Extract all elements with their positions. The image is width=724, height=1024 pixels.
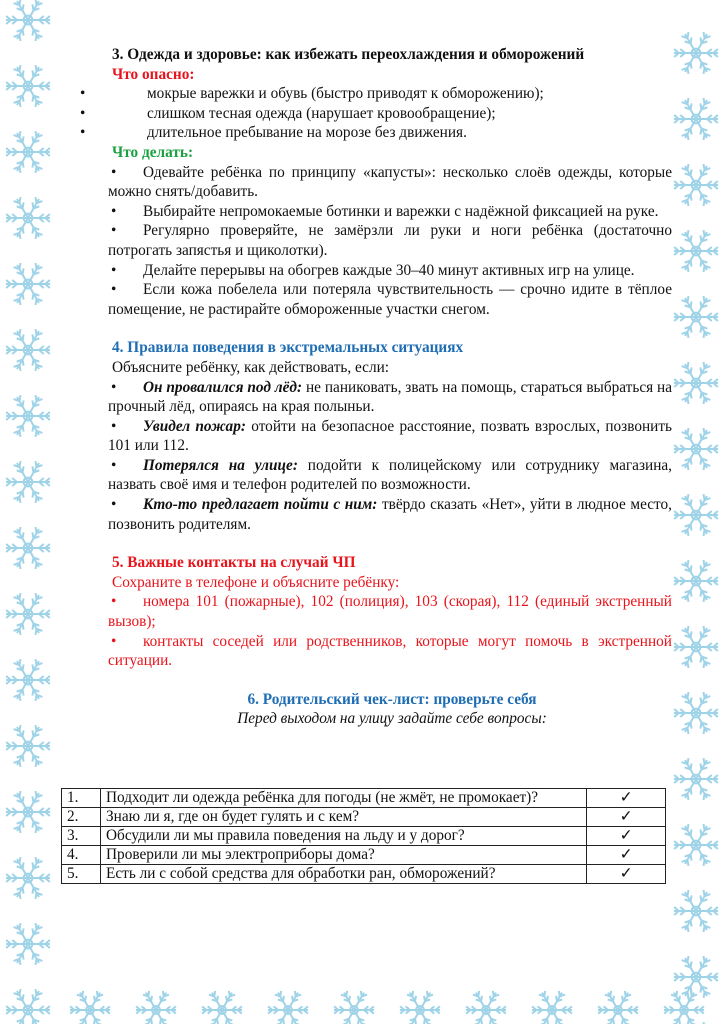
snowflake-icon xyxy=(6,923,50,965)
list-item-lead: Он провалился под лёд: xyxy=(143,378,303,396)
snowflake-icon xyxy=(674,560,718,602)
list-item-text: твёрдо сказать «Нет», уйти в людное место, позвонить родителям. xyxy=(108,496,672,533)
snowflake-icon xyxy=(6,65,50,107)
snowflake-icon xyxy=(6,329,50,371)
list-item-text: контакты соседей или родственников, которые могут помочь в экстренной ситуации. xyxy=(108,632,672,670)
snowflake-icon xyxy=(674,758,718,800)
list-item xyxy=(108,261,672,281)
list-item-text: номера 101 (пожарные), 102 (полиция), 103 (скорая), 112 (единый экстренный вызов); xyxy=(108,593,672,631)
row-question: Обсудили ли мы правила поведения на льду и у дорог? xyxy=(101,827,587,846)
row-number: 5. xyxy=(62,865,101,884)
snowflake-icon xyxy=(6,263,50,305)
list-item xyxy=(108,280,672,319)
bullet-icon: • xyxy=(111,496,117,514)
list-item xyxy=(108,592,672,631)
list-item xyxy=(80,123,672,143)
bullet-icon: • xyxy=(111,456,117,474)
bullet-icon: • xyxy=(80,124,86,142)
snowflake-icon xyxy=(268,991,308,1024)
bullet-icon: • xyxy=(80,85,86,103)
checkmark-icon: ✓ xyxy=(587,789,666,808)
snowflake-icon xyxy=(6,197,50,239)
list-item-text: отойти на безопасное расстояние, позвать взрослых, позвонить 101 или 112. xyxy=(108,417,673,455)
row-question: Проверили ли мы электроприборы дома? xyxy=(101,846,587,865)
do-label: Что делать: xyxy=(112,143,194,161)
snowflake-icon xyxy=(6,659,50,701)
snowflake-icon xyxy=(674,428,718,470)
snowflake-icon xyxy=(6,593,50,635)
list-item xyxy=(80,84,672,104)
checkmark-icon: ✓ xyxy=(587,808,666,827)
snowflake-icon xyxy=(400,991,440,1024)
snowflake-icon xyxy=(6,857,50,899)
list-item-text: Выбирайте непромокаемые ботинки и варежки с надёжной фиксацией на руке. xyxy=(143,202,659,220)
list-item xyxy=(108,163,672,202)
list-item xyxy=(80,104,672,124)
list-item-text: Если кожа побелела или потеряла чувствительность — срочно идите в тёплое помещение, не растирайте обмороженные участки снегом. xyxy=(108,281,672,318)
section-3-title: 3. Одежда и здоровье: как избежать переохлаждения и обморожений xyxy=(112,46,585,63)
snowflake-icon xyxy=(674,824,718,866)
danger-label: Что опасно: xyxy=(112,65,195,83)
snowflake-icon xyxy=(202,991,242,1024)
table-row xyxy=(62,789,666,808)
snowflake-icon xyxy=(532,991,572,1024)
document-body xyxy=(80,45,673,729)
list-item xyxy=(108,495,672,534)
snowflake-icon xyxy=(674,230,718,272)
snowflake-icon xyxy=(334,991,374,1024)
list-item-text: Регулярно проверяйте, не замёрзли ли руки и ноги ребёнка (достаточно потрогать запястья и щиколотки). xyxy=(108,222,672,259)
list-item-lead: Потерялся на улице: xyxy=(143,456,298,474)
snowflake-icon xyxy=(6,791,50,833)
snowflake-icon xyxy=(674,494,718,536)
list-item xyxy=(108,378,672,417)
list-item-text: подойти к полицейскому или сотруднику магазина, назвать своё имя и телефон родителей по возможности. xyxy=(108,456,672,494)
list-item xyxy=(108,202,672,222)
snowflake-icon xyxy=(674,164,718,206)
bullet-icon: • xyxy=(111,261,117,279)
snowflake-icon xyxy=(6,131,50,173)
list-item xyxy=(108,221,672,260)
snowflake-icon xyxy=(6,395,50,437)
snowflake-icon xyxy=(6,461,50,503)
row-number: 3. xyxy=(62,827,101,846)
list-item-lead: Увидел пожар: xyxy=(143,417,246,435)
bullet-icon: • xyxy=(111,632,117,650)
bullet-icon: • xyxy=(111,202,117,220)
snowflake-icon xyxy=(598,991,638,1024)
section-4-intro: Объясните ребёнку, как действовать, если: xyxy=(112,358,390,376)
table-row xyxy=(62,865,666,884)
snowflake-icon xyxy=(6,527,50,569)
list-item-text: Делайте перерывы на обогрев каждые 30–40 минут активных игр на улице. xyxy=(143,261,635,279)
bullet-icon: • xyxy=(111,378,117,396)
list-item-text: Одевайте ребёнка по принципу «капусты»: несколько слоёв одежды, которые можно снять/добавить. xyxy=(108,163,672,201)
snowflake-icon xyxy=(674,692,718,734)
bullet-icon: • xyxy=(111,417,117,435)
bullet-icon: • xyxy=(111,222,117,240)
snowflake-icon xyxy=(6,989,50,1024)
row-number: 2. xyxy=(62,808,101,827)
bullet-icon: • xyxy=(111,163,117,181)
row-question: Есть ли с собой средства для обработки ран, обморожений? xyxy=(101,865,587,884)
row-number: 4. xyxy=(62,846,101,865)
snowflake-icon xyxy=(6,725,50,767)
section-6-subtitle: Перед выходом на улицу задайте себе вопросы: xyxy=(237,710,547,728)
list-item-text: длительное пребывание на морозе без движения. xyxy=(147,124,467,142)
table-row xyxy=(62,827,666,846)
snowflake-icon xyxy=(136,991,176,1024)
checkmark-icon: ✓ xyxy=(587,846,666,865)
table-row xyxy=(62,846,666,865)
snowflake-icon xyxy=(674,98,718,140)
section-5-intro: Сохраните в телефоне и объясните ребёнку: xyxy=(112,573,400,591)
list-item xyxy=(108,417,672,456)
bullet-icon: • xyxy=(111,593,117,611)
snowflake-icon xyxy=(674,956,718,998)
snowflake-icon xyxy=(70,991,110,1024)
list-item-text: слишком тесная одежда (нарушает кровообращение); xyxy=(147,104,496,122)
list-item xyxy=(108,632,672,671)
snowflake-icon xyxy=(674,296,718,338)
snowflake-icon xyxy=(6,0,50,41)
row-question: Знаю ли я, где он будет гулять и с кем? xyxy=(101,808,587,827)
list-item xyxy=(108,456,672,495)
checkmark-icon: ✓ xyxy=(587,827,666,846)
checkmark-icon: ✓ xyxy=(587,865,666,884)
list-item-text: мокрые варежки и обувь (быстро приводят к обморожению); xyxy=(147,85,544,103)
checklist-table xyxy=(61,788,666,884)
section-5-title: 5. Важные контакты на случай ЧП xyxy=(112,554,356,572)
list-item-text: не паниковать, звать на помощь, стараться выбраться на прочный лёд, опираясь на края полыньи. xyxy=(108,378,672,416)
bullet-icon: • xyxy=(111,281,117,299)
snowflake-icon xyxy=(674,890,718,932)
snowflake-icon xyxy=(674,362,718,404)
table-row xyxy=(62,808,666,827)
row-question: Подходит ли одежда ребёнка для погоды (не жмёт, не промокает)? xyxy=(101,789,587,808)
section-6-title: 6. Родительский чек-лист: проверьте себя xyxy=(247,690,537,708)
section-4-title: 4. Правила поведения в экстремальных ситуациях xyxy=(112,339,464,357)
bullet-icon: • xyxy=(80,104,86,122)
row-number: 1. xyxy=(62,789,101,808)
snowflake-icon xyxy=(674,626,718,668)
list-item-lead: Кто-то предлагает пойти с ним: xyxy=(143,496,378,514)
snowflake-icon xyxy=(664,991,704,1024)
snowflake-icon xyxy=(674,32,718,74)
snowflake-icon xyxy=(466,991,506,1024)
